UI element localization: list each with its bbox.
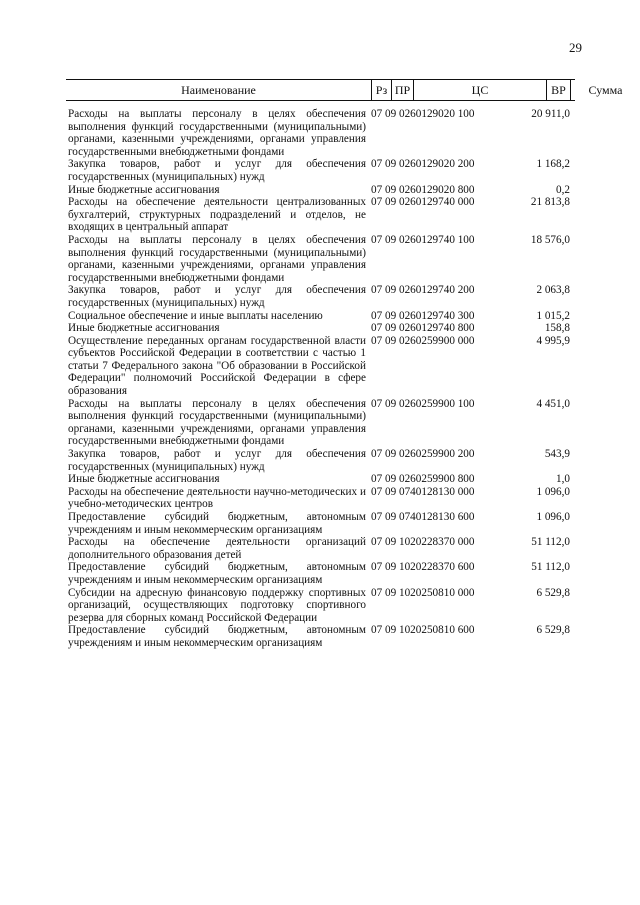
row-vr: 200 (457, 284, 475, 297)
row-name: Расходы на выплаты персоналу в целях обеспечения выполнения функций государственными (муниципальными) органами, казенными учреждениями, органами управления государственными внебюджетными фондами (68, 397, 366, 448)
row-codes (371, 473, 474, 486)
row-codes (371, 184, 474, 197)
row-pr: 09 (384, 196, 397, 209)
row-cs: 0260129740 (398, 322, 455, 335)
row-vr: 000 (457, 586, 475, 599)
row-sum: 0,2 (556, 183, 570, 196)
row-rz: 07 (371, 448, 383, 461)
row-name: Предоставление субсидий бюджетным, автономным учреждениям и иным некоммерческим организациям (68, 624, 366, 649)
row-cs: 0260129740 (398, 284, 455, 297)
table-row (68, 398, 573, 448)
table-row (68, 234, 573, 284)
row-name: Расходы на выплаты персоналу в целях обеспечения выполнения функций государственными (муниципальными) органами, казенными учреждениями, органами управления государственными внебюджетными фондами (68, 108, 366, 158)
row-rz: 07 (371, 309, 383, 322)
row-pr: 09 (384, 473, 397, 486)
row-vr: 100 (457, 233, 475, 246)
header-name: Наименование (181, 83, 256, 97)
row-rz: 07 (371, 334, 383, 347)
row-pr: 09 (384, 334, 397, 347)
row-rz: 07 (371, 284, 383, 297)
row-cs: 0260129740 (398, 309, 455, 322)
row-vr: 600 (457, 561, 475, 574)
row-rz: 07 (371, 397, 383, 410)
row-cs: 1020250810 (398, 624, 455, 637)
row-sum: 1 015,2 (536, 309, 570, 322)
row-cs: 0260259900 (398, 473, 455, 486)
row-cs: 0740128130 (398, 511, 455, 523)
header-cs: ЦС (413, 80, 546, 100)
row-cs: 0260129020 (398, 158, 455, 171)
row-pr: 09 (384, 511, 397, 523)
row-rz: 07 (371, 108, 383, 120)
row-pr: 09 (384, 485, 397, 498)
row-name: Расходы на выплаты персоналу в целях обеспечения выполнения функций государственными (муниципальными) органами, казенными учреждениями, органами управления государственными внебюджетными фондами (68, 233, 366, 284)
table-row (68, 196, 573, 234)
row-pr: 09 (384, 397, 397, 410)
header-pr: ПР (391, 80, 413, 100)
row-sum: 4 995,9 (536, 334, 570, 347)
row-name: Иные бюджетные ассигнования (68, 322, 220, 335)
row-cs: 1020250810 (398, 586, 455, 599)
row-cs: 0740128130 (398, 485, 455, 498)
row-cs: 0260259900 (398, 397, 455, 410)
row-pr: 09 (384, 158, 397, 171)
row-sum: 2 063,8 (536, 284, 570, 297)
row-pr: 09 (384, 561, 397, 574)
row-pr: 09 (384, 233, 397, 246)
row-cs: 0260129020 (398, 183, 455, 196)
table-row (68, 322, 573, 335)
table-body (68, 108, 573, 650)
row-cs: 0260259900 (398, 448, 455, 461)
row-pr: 09 (384, 108, 397, 120)
row-sum: 1 096,0 (536, 511, 570, 523)
row-name: Субсидии на адресную финансовую поддержку спортивных организаций, осуществляющих подготовку спортивного резерва для сборных команд Российской Федерации (68, 586, 366, 624)
row-vr: 800 (457, 322, 475, 335)
row-vr: 600 (457, 624, 475, 637)
row-sum: 6 529,8 (536, 586, 570, 599)
row-name: Расходы на обеспечение деятельности научно-методических и учебно-методических центров (68, 485, 366, 511)
row-vr: 800 (457, 183, 475, 196)
row-codes (371, 486, 474, 499)
row-sum: 18 576,0 (530, 233, 570, 246)
row-cs: 0260129740 (398, 196, 455, 209)
row-pr: 09 (384, 309, 397, 322)
row-sum: 21 813,8 (530, 196, 570, 209)
row-sum: 4 451,0 (536, 397, 570, 410)
row-vr: 300 (457, 309, 475, 322)
row-cs: 1020228370 (398, 536, 455, 549)
table-row (68, 511, 573, 536)
row-cs: 0260129020 (398, 108, 455, 120)
row-sum: 543,9 (544, 448, 570, 461)
row-rz: 07 (371, 158, 383, 171)
row-codes (371, 335, 474, 348)
header-rz: Рз (371, 80, 391, 100)
table-row (68, 587, 573, 625)
table-row (68, 184, 573, 197)
table-row (68, 158, 573, 183)
row-name: Осуществление переданных органам государственной власти субъектов Российской Федерации в соответствии с частью 1 статьи 7 Федерального закона "Об образовании в Российской Федерации" полномочий Российской Федерации в сфере образования (68, 334, 366, 398)
table-row (68, 536, 573, 561)
row-sum: 51 112,0 (531, 536, 570, 549)
row-vr: 000 (457, 334, 475, 347)
table-row (68, 108, 573, 158)
row-codes (371, 536, 474, 549)
row-rz: 07 (371, 536, 383, 549)
table-row (68, 284, 573, 309)
header-sum: Сумма (570, 80, 640, 100)
row-rz: 07 (371, 233, 383, 246)
table-row (68, 561, 573, 586)
row-codes (371, 561, 474, 574)
row-rz: 07 (371, 624, 383, 637)
row-codes (371, 234, 474, 247)
row-codes (371, 511, 474, 524)
row-name: Расходы на обеспечение деятельности централизованных бухгалтерий, структурных подразделений и отделов, не входящих в центральный аппарат (68, 196, 366, 234)
row-cs: 1020228370 (398, 561, 455, 574)
row-rz: 07 (371, 183, 383, 196)
row-codes (371, 284, 474, 297)
header-vr: ВР (546, 80, 570, 100)
row-vr: 000 (457, 536, 475, 549)
row-pr: 09 (384, 448, 397, 461)
row-rz: 07 (371, 322, 383, 335)
row-rz: 07 (371, 586, 383, 599)
row-name: Предоставление субсидий бюджетным, автономным учреждениям и иным некоммерческим организациям (68, 511, 366, 536)
row-cs: 0260129740 (398, 233, 455, 246)
row-codes (371, 158, 474, 171)
row-name: Предоставление субсидий бюджетным, автономным учреждениям и иным некоммерческим организациям (68, 561, 366, 586)
row-codes (371, 448, 474, 461)
row-sum: 1 168,2 (536, 158, 570, 171)
row-pr: 09 (384, 536, 397, 549)
row-pr: 09 (384, 586, 397, 599)
row-sum: 20 911,0 (531, 108, 570, 120)
table-row (68, 310, 573, 323)
table-header (66, 80, 623, 101)
row-rz: 07 (371, 485, 383, 498)
row-name: Иные бюджетные ассигнования (68, 473, 220, 486)
row-vr: 000 (457, 196, 475, 209)
row-vr: 000 (457, 485, 475, 498)
row-vr: 800 (457, 473, 475, 486)
row-rz: 07 (371, 511, 383, 523)
row-codes (371, 196, 474, 209)
row-rz: 07 (371, 196, 383, 209)
row-vr: 200 (457, 158, 475, 171)
row-name: Закупка товаров, работ и услуг для обеспечения государственных (муниципальных) нужд (68, 158, 366, 183)
row-vr: 200 (457, 448, 475, 461)
row-vr: 600 (457, 511, 475, 523)
row-vr: 100 (457, 397, 475, 410)
row-codes (371, 310, 474, 323)
row-pr: 09 (384, 322, 397, 335)
row-rz: 07 (371, 561, 383, 574)
row-sum: 6 529,8 (536, 624, 570, 637)
table-row (68, 624, 573, 649)
table-row (68, 473, 573, 486)
row-sum: 158,8 (544, 322, 570, 335)
table-row (68, 486, 573, 511)
row-cs: 0260259900 (398, 334, 455, 347)
row-name: Закупка товаров, работ и услуг для обеспечения государственных (муниципальных) нужд (68, 448, 366, 473)
row-sum: 51 112,0 (531, 561, 570, 574)
table-row (68, 335, 573, 398)
row-rz: 07 (371, 473, 383, 486)
row-name: Социальное обеспечение и иные выплаты населению (68, 309, 323, 322)
row-name: Закупка товаров, работ и услуг для обеспечения государственных (муниципальных) нужд (68, 284, 366, 309)
row-name: Иные бюджетные ассигнования (68, 183, 220, 196)
row-codes (371, 108, 474, 121)
row-vr: 100 (457, 108, 475, 120)
row-codes (371, 624, 474, 637)
row-codes (371, 322, 474, 335)
row-sum: 1,0 (556, 473, 570, 486)
table-row (68, 448, 573, 473)
page-number: 29 (569, 40, 582, 55)
row-codes (371, 587, 474, 600)
row-name: Расходы на обеспечение деятельности организаций дополнительного образования детей (68, 536, 366, 561)
row-pr: 09 (384, 183, 397, 196)
row-pr: 09 (384, 284, 397, 297)
row-pr: 09 (384, 624, 397, 637)
row-sum: 1 096,0 (536, 485, 570, 498)
row-codes (371, 398, 474, 411)
